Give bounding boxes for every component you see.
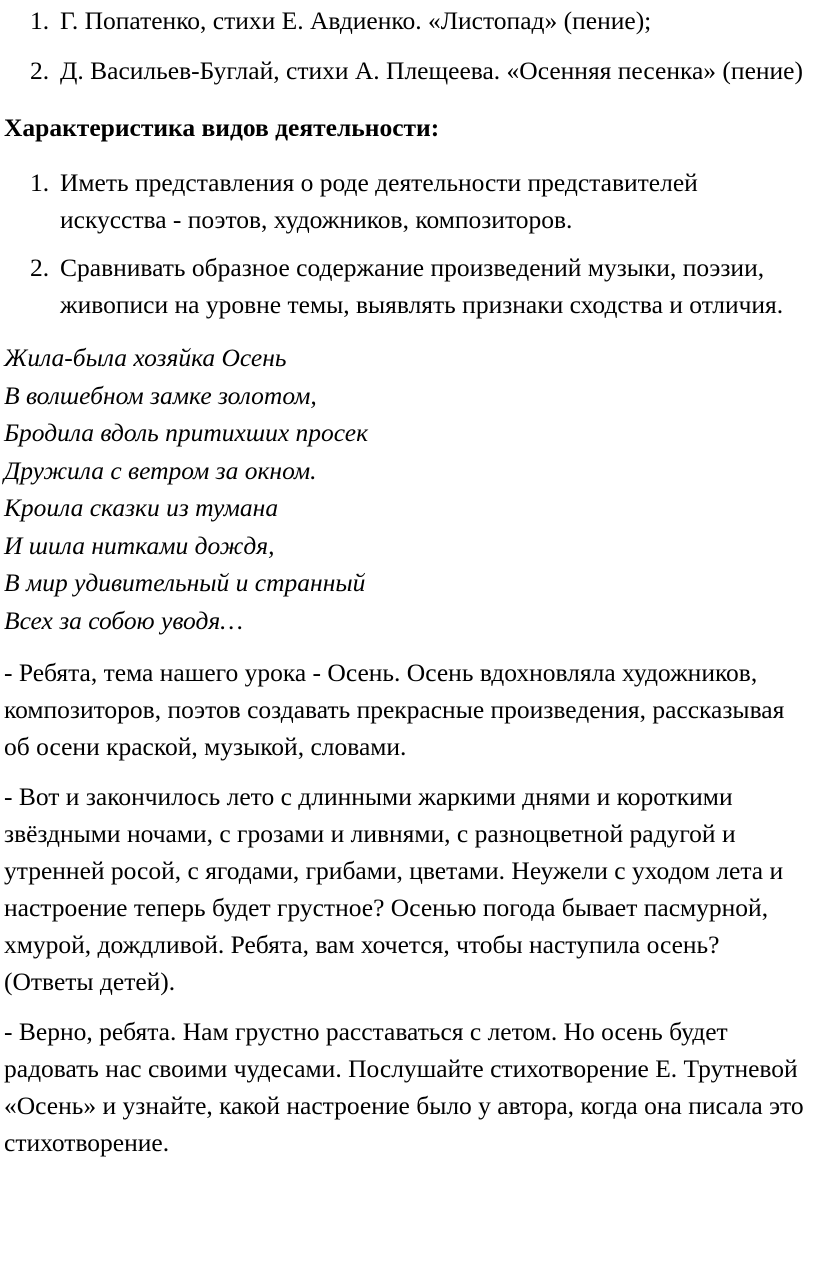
poem-line: Дружила с ветром за окном. xyxy=(4,455,317,485)
poem-line: Жила-была хозяйка Осень xyxy=(4,343,287,372)
list-item-number: 2. xyxy=(30,56,50,85)
poem-line: Кроила сказки из тумана xyxy=(4,493,279,522)
list-item xyxy=(4,52,810,89)
repertoire-list xyxy=(4,0,810,89)
activity-list xyxy=(4,164,810,323)
list-item-text: Иметь представления о роде деятельности представителей искусства - поэтов, художников, композиторов. xyxy=(60,168,698,234)
activity-heading: Характеристика видов деятельности: xyxy=(4,113,440,142)
list-item xyxy=(4,249,810,323)
poem-line: Бродила вдоль притихших просек xyxy=(4,418,369,447)
list-item xyxy=(4,2,810,39)
list-item-number: 1. xyxy=(30,168,50,197)
poem-line: И шила нитками дождя, xyxy=(4,530,275,560)
paragraph: - Вот и закончилось лето с длинными жаркими днями и короткими звёздными ночами, с грозами и ливнями, с разноцветной радугой и утренней росой, с ягодами, грибами, цветами. Неужели с уходом лета и настроение теперь будет грустное? Осенью погода бывает пасмурной, хмурой, дождливой. Ребята, вам хочется, чтобы наступила осень? (Ответы детей). xyxy=(4,782,784,996)
paragraph: - Верно, ребята. Нам грустно расставаться с летом. Но осень будет радовать нас своими чудесами. Послушайте стихотворение Е. Трутневой «Осень» и узнайте, какой настроение было у автора, когда она писала это стихотворение. xyxy=(4,1017,804,1157)
poem xyxy=(4,339,810,639)
list-item-text: Сравнивать образное содержание произведений музыки, поэзии, живописи на уровне темы, выявлять признаки сходства и отличия. xyxy=(60,253,784,319)
list-item-number: 1. xyxy=(30,6,50,35)
poem-line: В мир удивительный и странный xyxy=(4,568,366,597)
list-item xyxy=(4,164,810,238)
list-item-text: Д. Васильев-Буглай, стихи А. Плещеева. «Осенняя песенка» (пение) xyxy=(60,56,803,85)
list-item-number: 2. xyxy=(30,253,50,282)
list-item-text: Г. Попатенко, стихи Е. Авдиенко. «Листопад» (пение); xyxy=(60,6,652,35)
paragraph: - Ребята, тема нашего урока - Осень. Осень вдохновляла художников, композиторов, поэтов создавать прекрасные произведения, рассказывая об осени краской, музыкой, словами. xyxy=(4,658,785,761)
poem-line: В волшебном замке золотом, xyxy=(4,380,317,410)
poem-line: Всех за собою уводя… xyxy=(4,605,243,635)
